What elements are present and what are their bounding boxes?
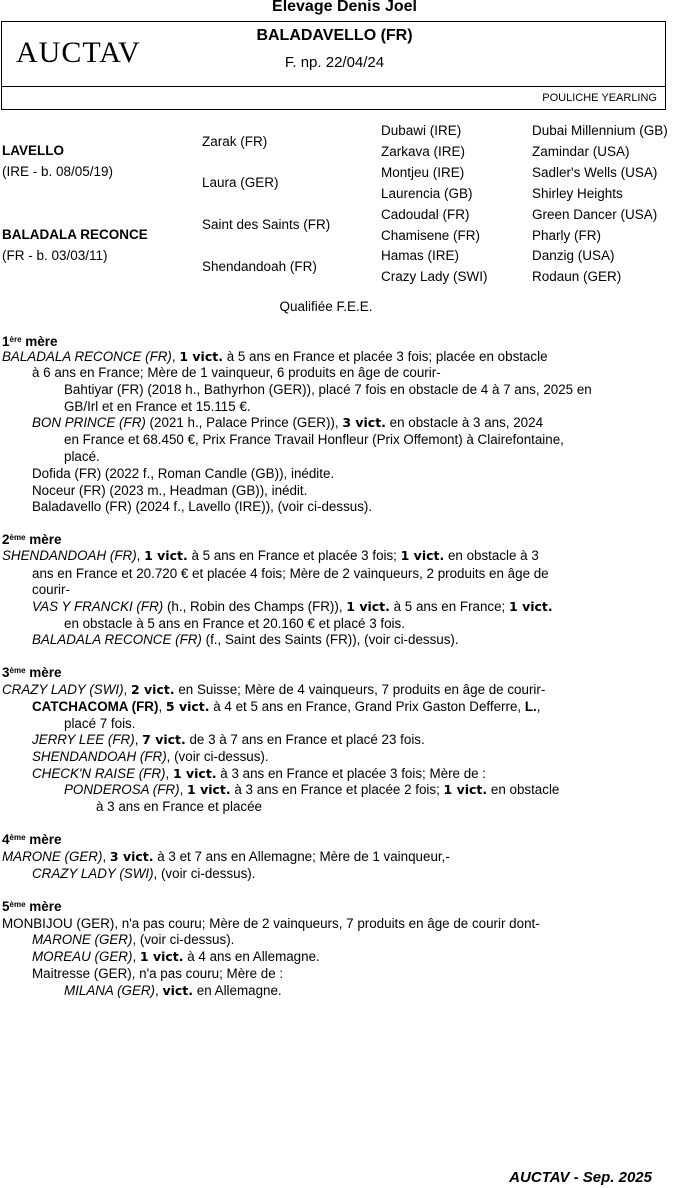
horse-name: BALADAVELLO (FR): [256, 27, 413, 44]
dam-line-heading: [2, 899, 62, 914]
horse-name-ref: CRAZY LADY (SWI): [32, 866, 154, 881]
gen4-ancestor: Pharly (FR): [532, 228, 602, 243]
text-run: courir-: [32, 582, 70, 597]
sire-name: LAVELLO: [2, 143, 64, 158]
gen2-ancestor: Shendandoah (FR): [202, 259, 317, 274]
text-run: mère: [25, 665, 62, 680]
victory-count: 2 vict.: [130, 682, 175, 697]
text-run: à 3 ans en France et placée: [96, 799, 263, 814]
gen3-ancestor: Hamas (IRE): [381, 248, 460, 263]
breeder-title: Elevage Denis Joel: [272, 0, 417, 15]
note-line: [32, 932, 234, 947]
gen4-ancestor: Green Dancer (USA): [532, 207, 658, 222]
note-line: [32, 466, 334, 481]
text-run: (f., Saint des Saints (FR)), (voir ci-dessus).: [201, 632, 459, 647]
text-run: ,: [123, 682, 131, 697]
text-run: de 3 à 7 ans en France et placé 23 fois.: [185, 732, 425, 747]
text-run: MONBIJOU (GER), n'a pas couru; Mère de 2 vainqueurs, 7 produits en âge de courir dont-: [2, 916, 540, 931]
sex-category: POULICHE YEARLING: [542, 92, 657, 104]
note-line: [32, 415, 543, 430]
text-run: à 5 ans en France;: [389, 599, 510, 614]
gen3-ancestor: Cadoudal (FR): [381, 207, 470, 222]
text-run: à 3 ans en France et placée 2 fois;: [230, 782, 444, 797]
text-run: ,: [155, 983, 163, 998]
text-run: Maitresse (GER), n'a pas couru; Mère de :: [32, 966, 284, 981]
text-run: à 3 et 7 ans en Allemagne; Mère de 1 vainqueur,-: [153, 849, 450, 864]
horse-name-ref: CRAZY LADY (SWI): [2, 682, 124, 697]
note-line: [32, 732, 425, 747]
text-run: en Suisse; Mère de 4 vainqueurs, 7 produits en âge de courir-: [174, 682, 546, 697]
text-run: Bahtiyar (FR) (2018 h., Bathyrhon (GER)), placé 7 fois en obstacle de 4 à 7 ans, 2025 en: [64, 382, 592, 397]
gen3-ancestor: Zarkava (IRE): [381, 144, 466, 159]
victory-count: 1 vict.: [172, 766, 217, 781]
text-run: ,: [136, 548, 145, 563]
victory-count: 1 vict.: [346, 599, 390, 614]
note-line: [2, 849, 450, 864]
dam-info: (FR - b. 03/03/11): [2, 248, 108, 263]
text-run: en Allemagne.: [193, 983, 282, 998]
note-line: [64, 449, 100, 464]
dam-name: BALADALA RECONCE: [2, 227, 148, 242]
horse-name-ref: JERRY LEE (FR): [32, 732, 135, 747]
text-run: mère: [25, 532, 62, 547]
text-run: Noceur (FR) (2023 m., Headman (GB)), inédit.: [32, 483, 308, 498]
horse-name-ref: PONDEROSA (FR): [64, 782, 180, 797]
text-run: 5: [2, 899, 10, 914]
gen4-ancestor: Shirley Heights: [532, 186, 623, 201]
note-line: [32, 483, 307, 498]
footer: AUCTAV - Sep. 2025: [509, 1169, 652, 1186]
text-run: à 6 ans en France; Mère de 1 vainqueur, 6 produits en âge de courir-: [32, 365, 441, 380]
text-run: en obstacle: [487, 782, 560, 797]
horse-name-ref: MARONE (GER): [2, 849, 103, 864]
victory-count: 7 vict.: [142, 732, 186, 747]
text-run: mère: [25, 832, 62, 847]
dam-line-heading: [2, 532, 62, 547]
gen4-ancestor: Dubai Millennium (GB): [532, 123, 668, 138]
note-line: [32, 749, 269, 764]
gen4-ancestor: Sadler's Wells (USA): [532, 165, 658, 180]
victory-count: 5 vict.: [165, 699, 210, 714]
text-run: ,: [132, 949, 140, 964]
note-line: [32, 766, 486, 781]
gen3-ancestor: Montjeu (IRE): [381, 165, 465, 180]
text-run: Dofida (FR) (2022 f., Roman Candle (GB)), inédite.: [32, 466, 335, 481]
text-run: en France et 68.450 €, Prix France Travail Honfleur (Prix Offemont) à Clairefontaine,: [64, 432, 564, 447]
gen2-ancestor: Zarak (FR): [202, 134, 268, 149]
text-run: 1: [2, 334, 10, 349]
text-run: à 3 ans en France et placée 3 fois; Mère de :: [216, 766, 487, 781]
text-run: ,: [171, 349, 180, 364]
text-run: en obstacle à 3: [444, 548, 539, 563]
victory-count: 1 vict.: [187, 782, 231, 797]
dam-line-heading: [2, 665, 62, 680]
text-run: ème: [9, 833, 26, 842]
note-line: [32, 499, 372, 514]
victory-count: 1 vict.: [400, 548, 445, 563]
note-line: [32, 566, 549, 581]
victory-count: 1 vict.: [179, 349, 223, 364]
gen3-ancestor: Dubawi (IRE): [381, 123, 462, 138]
note-line: [64, 432, 564, 447]
note-line: [2, 916, 540, 931]
gen3-ancestor: Laurencia (GB): [381, 186, 473, 201]
text-run: L.: [524, 699, 537, 714]
text-run: à 4 ans en Allemagne.: [183, 949, 320, 964]
note-line: [32, 582, 70, 597]
text-run: ,: [102, 849, 110, 864]
text-run: 4: [2, 832, 10, 847]
horse-name-ref: SHENDANDOAH (FR): [2, 548, 137, 563]
text-run: ,: [179, 782, 188, 797]
text-run: ,: [134, 732, 143, 747]
text-run: ans en France et 20.720 € et placée 4 fois; Mère de 2 vainqueurs, 2 produits en âge de: [32, 566, 549, 581]
note-line: [64, 983, 282, 998]
note-line: [32, 949, 320, 964]
horse-name-ref: MILANA (GER): [64, 983, 156, 998]
note-line: [64, 399, 251, 414]
qualification: Qualifiée F.E.E.: [279, 299, 373, 314]
text-run: Baladavello (FR) (2024 f., Lavello (IRE)), (voir ci-dessus).: [32, 499, 373, 514]
horse-name-ref: VAS Y FRANCKI (FR): [32, 599, 164, 614]
text-run: ,: [158, 699, 166, 714]
note-line: [32, 866, 255, 881]
text-run: à 4 et 5 ans en France, Grand Prix Gaston Defferre,: [209, 699, 525, 714]
victory-count: 1 vict.: [443, 782, 488, 797]
note-line: [32, 966, 283, 981]
victory-count: 1 vict.: [139, 949, 184, 964]
text-run: ème: [9, 666, 26, 675]
text-run: mère: [25, 899, 62, 914]
gen2-ancestor: Laura (GER): [202, 175, 279, 190]
text-run: à 5 ans en France et placée 3 fois; placée en obstacle: [222, 349, 548, 364]
text-run: en obstacle à 3 ans, 2024: [385, 415, 544, 430]
gen3-ancestor: Crazy Lady (SWI): [381, 269, 488, 284]
horse-info: F. np. 22/04/24: [284, 54, 385, 71]
horse-name-ref: BON PRINCE (FR): [32, 415, 146, 430]
text-run: ère: [9, 335, 22, 344]
header-box: [1, 21, 666, 87]
note-line: [64, 382, 592, 397]
horse-name-ref: CHECK'N RAISE (FR): [32, 766, 166, 781]
note-line: [32, 699, 541, 714]
text-run: placé.: [64, 449, 100, 464]
note-line: [32, 632, 459, 647]
gen4-ancestor: Zamindar (USA): [532, 144, 630, 159]
victory-count: 3 vict.: [342, 415, 386, 430]
text-run: ème: [9, 533, 26, 542]
text-run: mère: [21, 334, 58, 349]
text-run: à 5 ans en France et placée 3 fois;: [187, 548, 401, 563]
note-line: [64, 782, 559, 797]
note-line: [2, 349, 548, 364]
text-run: ,: [165, 766, 173, 781]
victory-count: 3 vict.: [109, 849, 154, 864]
horse-name-ref: BALADALA RECONCE (FR): [32, 632, 202, 647]
text-run: CATCHACOMA (FR): [32, 699, 159, 714]
note-line: [32, 599, 553, 614]
horse-name-ref: MOREAU (GER): [32, 949, 133, 964]
text-run: 3: [2, 665, 10, 680]
dam-line-heading: [2, 832, 62, 847]
text-run: GB/Irl et en France et 15.115 €.: [64, 399, 251, 414]
note-line: [96, 799, 262, 814]
gen4-ancestor: Rodaun (GER): [532, 269, 622, 284]
text-run: , (voir ci-dessus).: [132, 932, 235, 947]
text-run: en obstacle à 5 ans en France et 20.160 € et placé 3 fois.: [64, 616, 405, 631]
victory-count: vict.: [162, 983, 194, 998]
text-run: ,: [536, 699, 541, 714]
note-line: [2, 548, 539, 563]
note-line: [32, 365, 441, 380]
text-run: (2021 h., Palace Prince (GER)),: [145, 415, 343, 430]
auctav-logo: AUCTAV: [16, 36, 141, 69]
sex-category-box: [1, 87, 666, 110]
text-run: ème: [9, 900, 26, 909]
victory-count: 1 vict.: [144, 548, 188, 563]
gen4-ancestor: Danzig (USA): [532, 248, 615, 263]
gen3-ancestor: Chamisene (FR): [381, 228, 481, 243]
sire-info: (IRE - b. 08/05/19): [2, 164, 114, 179]
horse-name-ref: BALADALA RECONCE (FR): [2, 349, 172, 364]
text-run: (h., Robin des Champs (FR)),: [163, 599, 347, 614]
text-run: , (voir ci-dessus).: [153, 866, 256, 881]
dam-line-heading: [2, 334, 58, 349]
text-run: , (voir ci-dessus).: [166, 749, 269, 764]
gen2-ancestor: Saint des Saints (FR): [202, 217, 331, 232]
text-run: 2: [2, 532, 10, 547]
victory-count: 1 vict.: [509, 599, 553, 614]
text-run: placé 7 fois.: [64, 716, 136, 731]
note-line: [2, 682, 545, 697]
note-line: [64, 616, 405, 631]
note-line: [64, 716, 135, 731]
horse-name-ref: MARONE (GER): [32, 932, 133, 947]
horse-name-ref: SHENDANDOAH (FR): [32, 749, 167, 764]
